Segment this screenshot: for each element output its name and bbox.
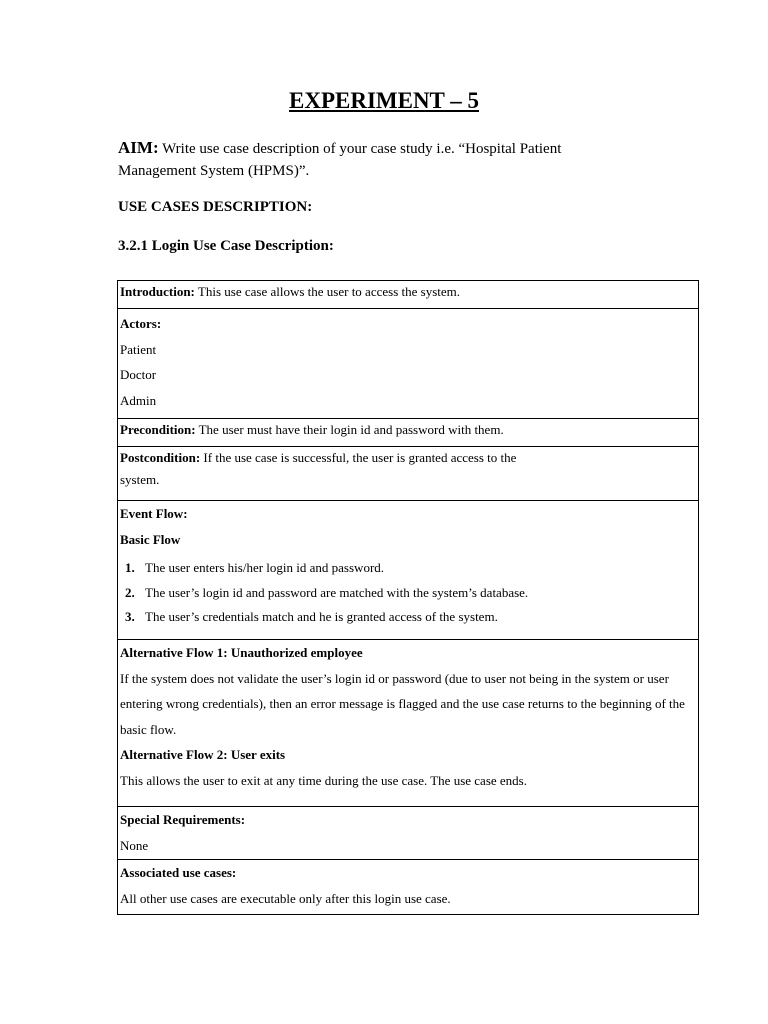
list-item <box>120 556 698 581</box>
postcondition-text-line2: system. <box>120 472 160 487</box>
aim-paragraph <box>118 137 638 182</box>
associated-use-cases-text: All other use cases are executable only after this login use case. <box>120 890 451 906</box>
postcondition-text-line1: If the use case is successful, the user is granted access to the <box>203 450 517 465</box>
alt-flow-1-label: Alternative Flow 1: Unauthorized employee <box>120 645 363 660</box>
section-heading: USE CASES DESCRIPTION: <box>118 199 313 215</box>
introduction-text: This use case allows the user to access the system. <box>197 284 461 299</box>
actor-item: Admin <box>120 392 157 408</box>
list-item <box>120 581 698 606</box>
step-number: 3. <box>125 609 135 624</box>
table-row-special-requirements <box>118 807 699 860</box>
precondition-label: Precondition: <box>120 422 196 437</box>
alt-flow-2-label: Alternative Flow 2: User exits <box>120 747 286 762</box>
basic-flow-label: Basic Flow <box>120 531 181 547</box>
alt-flow-2-text: This allows the user to exit at any time during the use case. The use case ends. <box>120 772 527 788</box>
table-row-introduction <box>118 281 699 309</box>
actors-label: Actors: <box>120 316 162 331</box>
subsection-heading: 3.2.1 Login Use Case Description: <box>118 238 334 254</box>
table-row-precondition <box>118 419 699 447</box>
special-requirements-text: None <box>120 837 149 853</box>
precondition-text: The user must have their login id and password with them. <box>198 422 504 437</box>
postcondition-label: Postcondition: <box>120 450 201 465</box>
page-title: EXPERIMENT – 5 <box>289 88 479 113</box>
aim-label: AIM: <box>118 138 159 157</box>
associated-use-cases-label: Associated use cases: <box>120 865 237 880</box>
step-text: The user’s login id and password are matched with the system’s database. <box>145 584 529 600</box>
table-row-associated-use-cases <box>118 860 699 915</box>
table-row-postcondition <box>118 447 699 501</box>
actor-item: Patient <box>120 341 157 357</box>
table-row-actors <box>118 309 699 419</box>
basic-flow-steps <box>120 556 698 630</box>
step-text: The user enters his/her login id and password. <box>145 560 385 575</box>
table-row-event-flow <box>118 501 699 640</box>
alt-flow-1-text: If the system does not validate the user’s login id or password (due to user not being in the system or user entering wrong credentials), then an error message is flagged and the use case returns to the beginning of the basic flow. <box>120 670 685 737</box>
list-item <box>120 605 698 630</box>
step-number: 1. <box>125 560 135 575</box>
aim-text: Write use case description of your case study i.e. “Hospital Patient Management System (HPMS)”. <box>118 141 562 179</box>
special-requirements-label: Special Requirements: <box>120 812 246 827</box>
use-case-table <box>117 280 699 915</box>
step-text: The user’s credentials match and he is granted access of the system. <box>145 609 498 624</box>
table-row-alternative-flows <box>118 640 699 807</box>
event-flow-label: Event Flow: <box>120 506 188 521</box>
introduction-label: Introduction: <box>120 284 195 299</box>
actor-item: Doctor <box>120 367 157 382</box>
step-number: 2. <box>125 584 135 600</box>
